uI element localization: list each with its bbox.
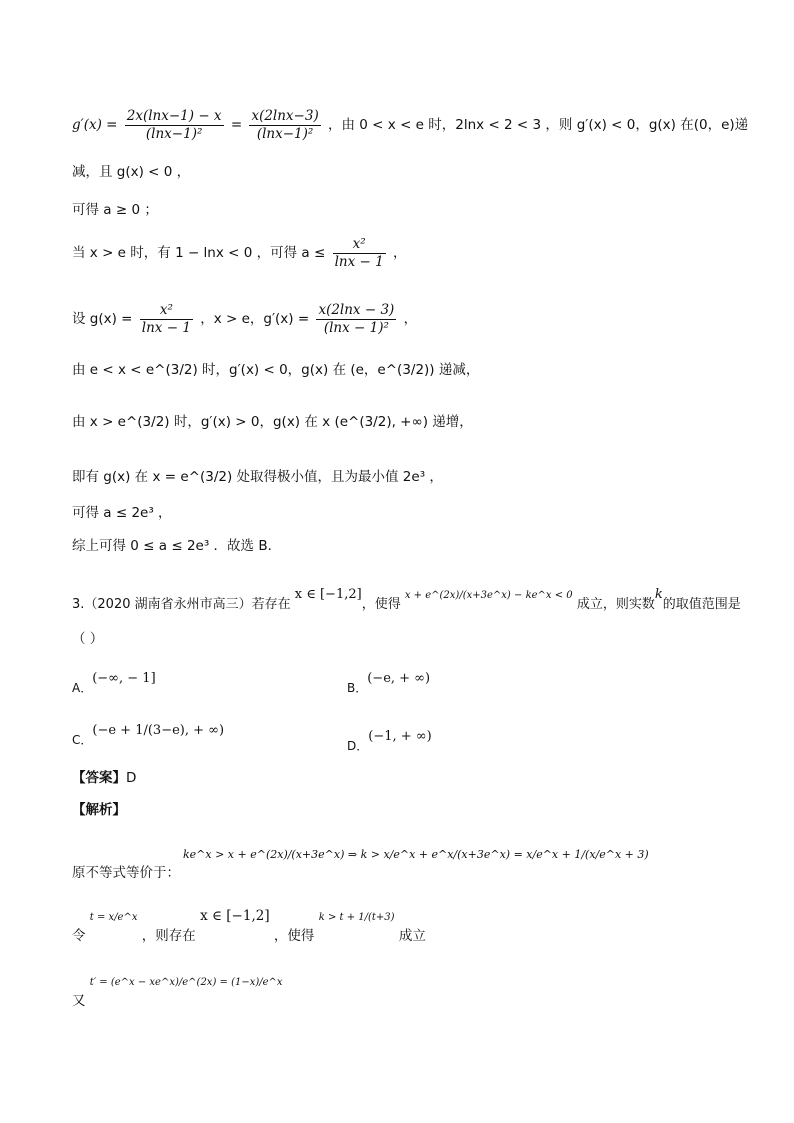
text-line: 综上可得 0 ≤ a ≤ 2e³ ．故选 B． — [72, 538, 282, 554]
line-text: ，则存在 — [141, 928, 196, 944]
line-text: ，使得 — [273, 928, 315, 944]
fraction-numerator: x(2lnx − 3) — [318, 302, 395, 318]
option-value: (−e + 1/(3−e), + ∞) — [92, 723, 225, 738]
text-line: 可得 a ≥ 0 ； — [72, 202, 158, 218]
line-text: ，使得 — [361, 597, 401, 612]
option-d — [347, 729, 432, 753]
text-line: 减，且 g(x) < 0 ， — [72, 164, 191, 180]
question-number: 3. — [72, 597, 85, 612]
fraction-numerator: x(2lnx−3) — [251, 108, 319, 124]
text-line: 可得 a ≤ 2e³ ， — [72, 505, 172, 521]
option-label: A． — [72, 681, 93, 695]
line-text: 当 x > e 时，有 1 − lnx < 0 ，可得 a ≤ — [72, 244, 326, 261]
option-value: (−e, + ∞) — [367, 671, 431, 686]
option-value: (−∞, − 1] — [92, 671, 156, 686]
fraction-denominator: (lnx−1)² — [256, 125, 314, 142]
analysis-formula: ke^x > x + e^(2x)/(x+3e^x) ⇒ k > x/e^x + e^x/(x+3e^x) = x/e^x + 1/(x/e^x + 3) — [183, 848, 649, 861]
line-text: 成立 — [398, 928, 426, 944]
text-line: 即有 g(x) 在 x = e^(3/2) 处取得极小值，且为最小值 2e³ ， — [72, 469, 443, 485]
g-prime-label: g′(x) = — [72, 116, 118, 133]
analysis-condition: x ∈ [−1,2] — [200, 908, 270, 924]
answer-parentheses: （ ） — [72, 631, 104, 647]
option-value: (−1, + ∞) — [368, 729, 432, 744]
line-text: ， — [403, 310, 418, 327]
option-b — [347, 671, 431, 695]
analysis-label: 【解析】 — [72, 802, 126, 818]
text-line: 由 e < x < e^(3/2) 时，g′(x) < 0，g(x) 在 (e，e^(3/2)) 递减， — [72, 362, 480, 378]
fraction — [316, 302, 396, 337]
option-label: B． — [347, 681, 368, 695]
analysis-step-3 — [72, 975, 283, 1009]
line-text: 成立，则实数 — [576, 597, 655, 612]
option-a — [72, 671, 156, 695]
fraction — [249, 108, 320, 143]
fraction — [140, 302, 193, 337]
fraction-denominator: lnx − 1 — [334, 253, 384, 270]
option-label: D． — [347, 739, 369, 753]
line-text: ，x > e，g′(x) = — [200, 310, 310, 327]
question-line — [72, 587, 741, 612]
equals-sign: = — [230, 116, 243, 133]
fraction — [333, 236, 386, 271]
fraction — [125, 108, 224, 143]
analysis-formula: k > t + 1/(t+3) — [318, 912, 395, 923]
question-variable: k — [654, 587, 663, 602]
question-source: （2020 湖南省永州市高三）若存在 — [84, 597, 291, 612]
option-label: C． — [72, 733, 93, 747]
text-line: 原不等式等价于： — [72, 865, 180, 881]
line-text: 的取值范围是 — [662, 597, 741, 612]
text-line: 由 x > e^(3/2) 时，g′(x) > 0，g(x) 在 x (e^(3/2), +∞) 递增， — [72, 414, 473, 430]
question-condition: x ∈ [−1,2] — [294, 587, 362, 602]
answer-line — [72, 772, 136, 786]
definition-line — [72, 302, 417, 337]
case-line — [72, 236, 407, 271]
derivative-line — [72, 108, 748, 143]
analysis-formula: t = x/e^x — [89, 912, 138, 923]
fraction-denominator: (lnx−1)² — [145, 125, 203, 142]
line-text: 令 — [72, 928, 86, 944]
line-text: 又 — [72, 993, 86, 1009]
answer-label: 【答案】 — [72, 770, 126, 786]
fraction-numerator: x² — [333, 236, 386, 254]
fraction-denominator: (lnx − 1)² — [323, 319, 389, 336]
option-c — [72, 723, 225, 747]
question-inequality: x + e^(2x)/(x+3e^x) − ke^x < 0 — [404, 590, 573, 601]
fraction-denominator: lnx − 1 — [141, 319, 191, 336]
analysis-formula: t′ = (e^x − xe^x)/e^(2x) = (1−x)/e^x — [89, 977, 283, 988]
line-text: 设 g(x) = — [72, 310, 133, 327]
fraction-numerator: 2x(lnx−1) − x — [126, 108, 222, 124]
line-text: ， — [393, 244, 407, 261]
answer-value: D — [126, 770, 137, 786]
fraction-numerator: x² — [140, 302, 193, 320]
line-text: ，由 0 < x < e 时，2lnx < 2 < 3 ，则 g′(x) < 0，g(x) 在(0，e)递 — [328, 116, 749, 133]
analysis-step-1 — [183, 849, 649, 860]
analysis-step-2 — [72, 908, 426, 944]
